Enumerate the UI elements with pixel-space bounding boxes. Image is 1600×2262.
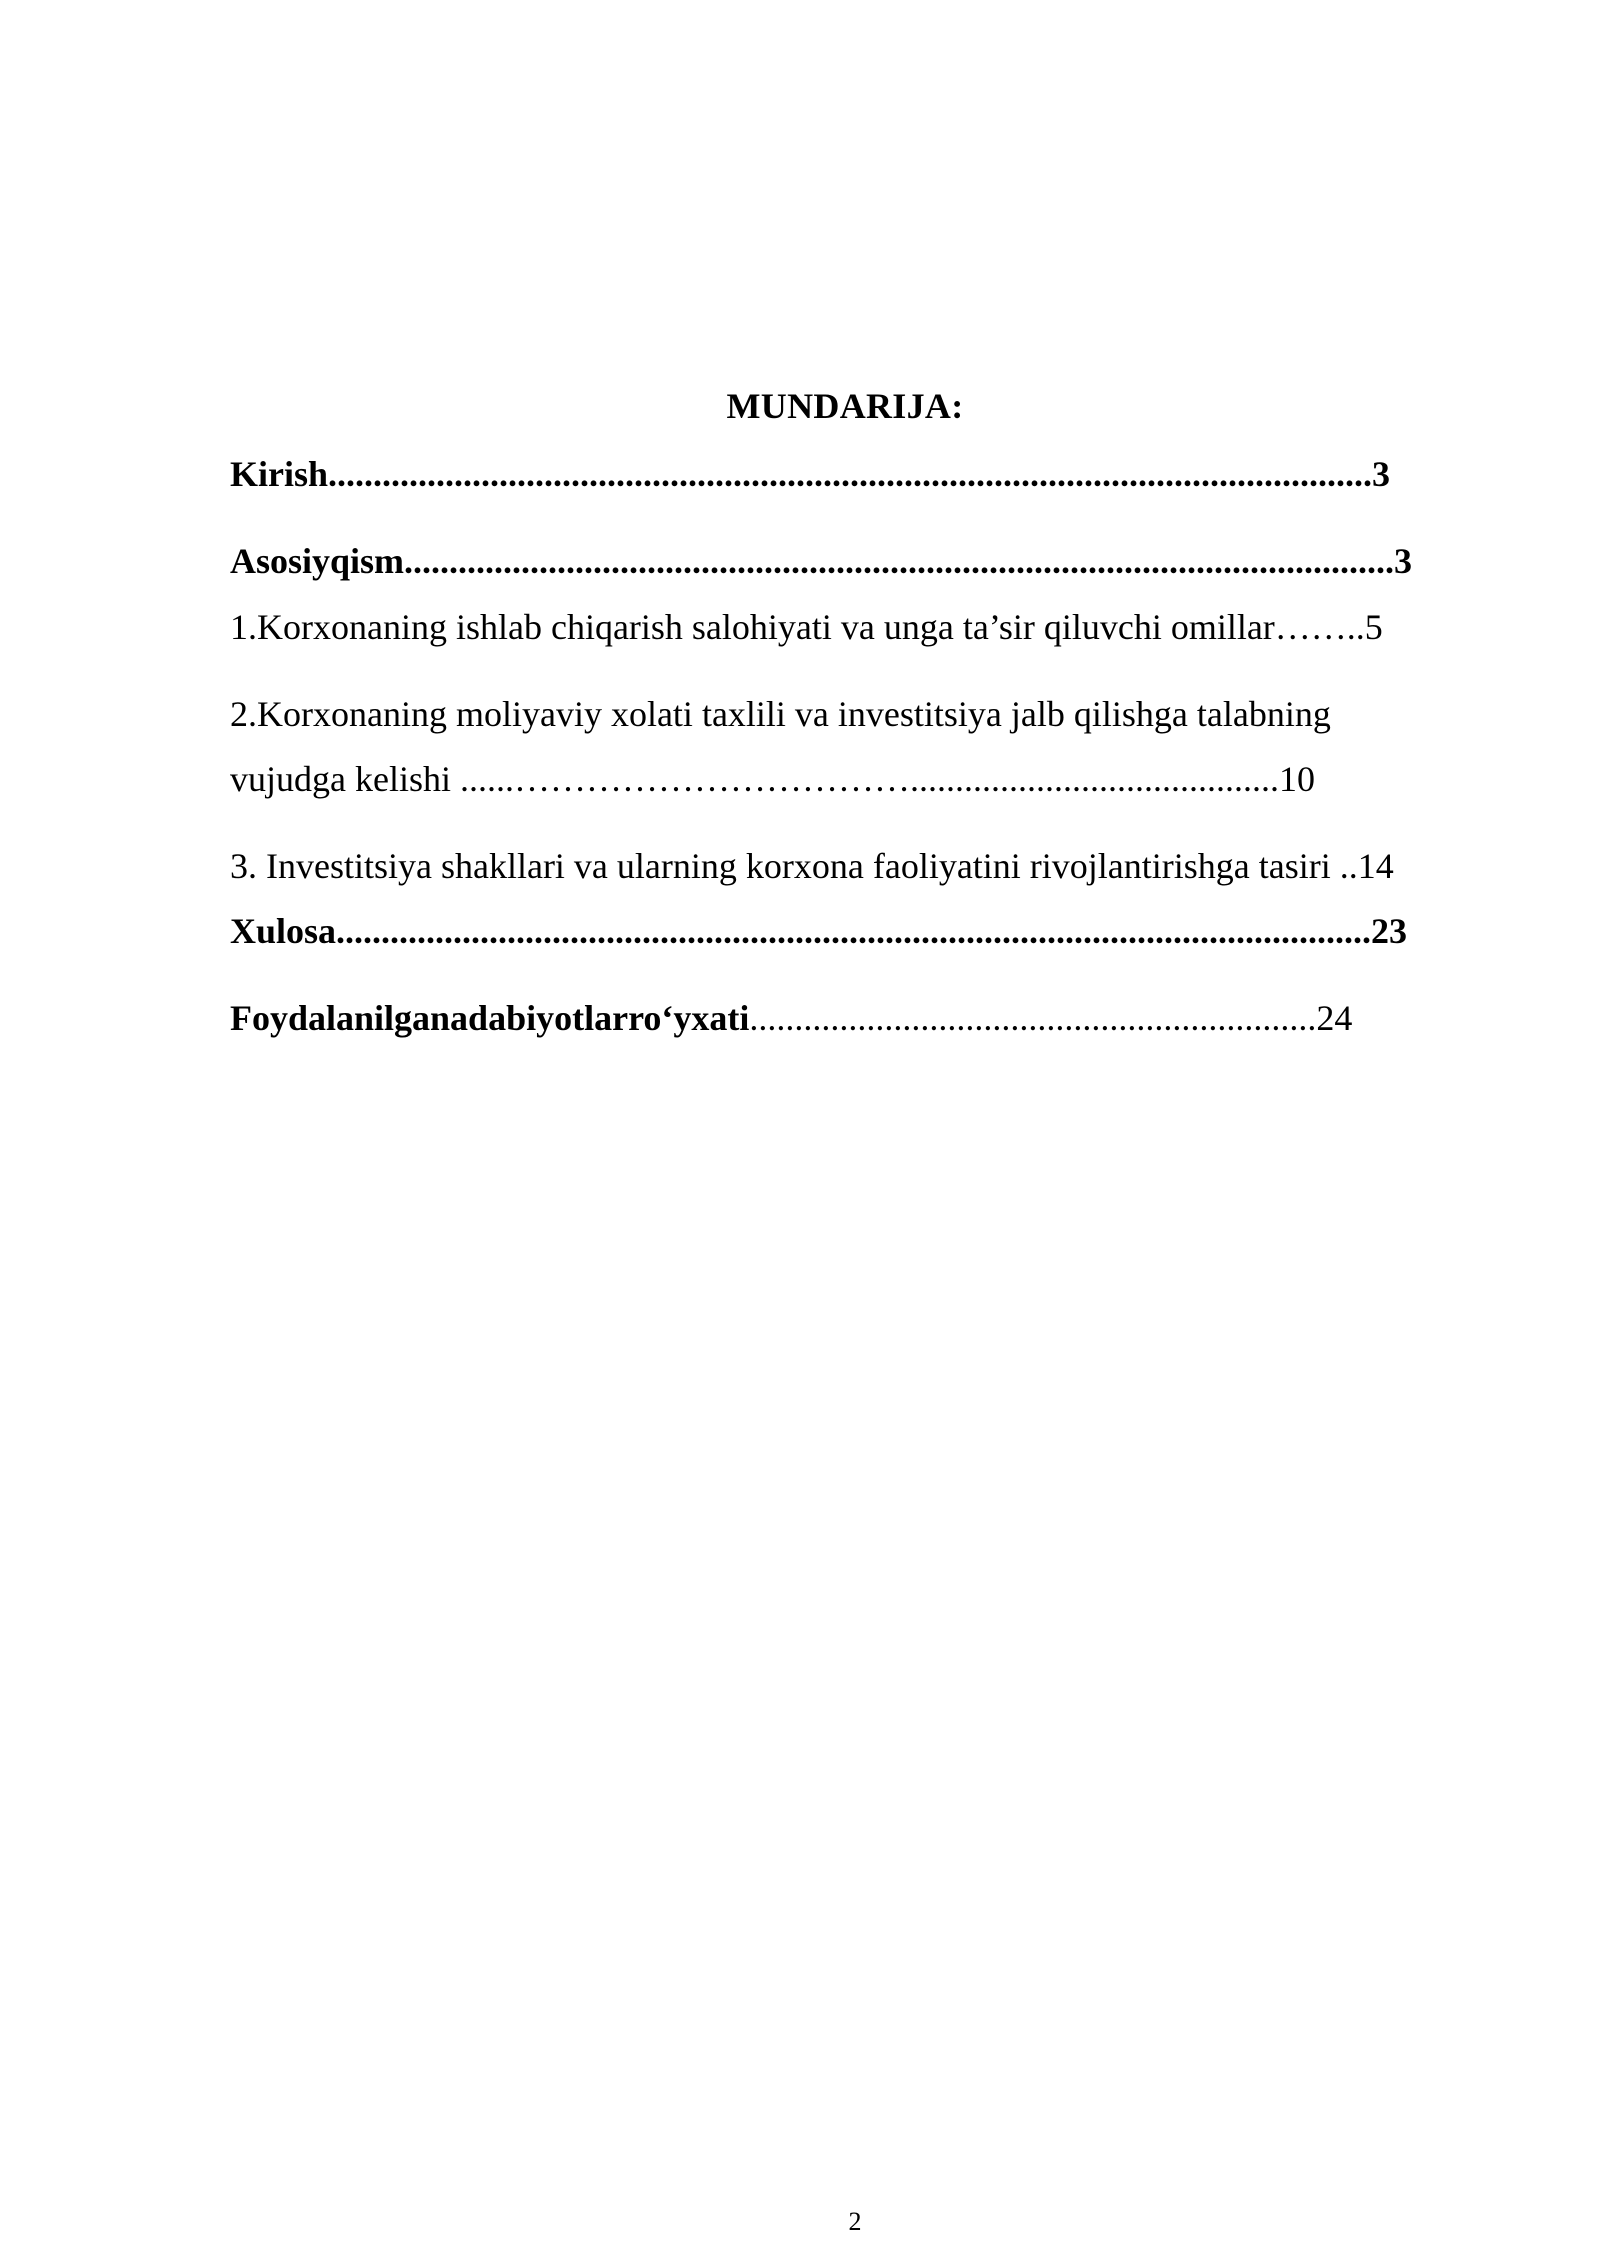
toc-entry-section-3: 3. Investitsiya shakllari va ularning korxona faoliyatini rivojlantirishga tasiri ..14	[230, 846, 1394, 886]
toc-entry-asosiy-qism: Asosiyqism..............................................................................................................3	[230, 541, 1413, 581]
page-number: 2	[848, 2207, 862, 2236]
toc-entry-bibliography-page: ...............................................................24	[749, 998, 1353, 1038]
toc-entry-section-2-line-2: vujudga kelishi ......…………………………….........................................10	[230, 759, 1315, 799]
toc-entry-bibliography-label: Foydalanilganadabiyotlarro‘yxati	[230, 998, 750, 1038]
toc-entry-xulosa: Xulosa...................................................................................................................23	[230, 911, 1408, 951]
toc-entry-section-2-line-1: 2.Korxonaning moliyaviy xolati taxlili va investitsiya jalb qilishga talabning	[230, 694, 1331, 734]
toc-entry-bibliography	[230, 996, 1352, 1040]
toc-entry-kirish: Kirish....................................................................................................................3	[230, 454, 1391, 494]
toc-title: MUNDARIJA:	[726, 386, 964, 426]
toc-entry-section-1: 1.Korxonaning ishlab chiqarish salohiyati va unga ta’sir qiluvchi omillar……..5	[230, 607, 1383, 647]
